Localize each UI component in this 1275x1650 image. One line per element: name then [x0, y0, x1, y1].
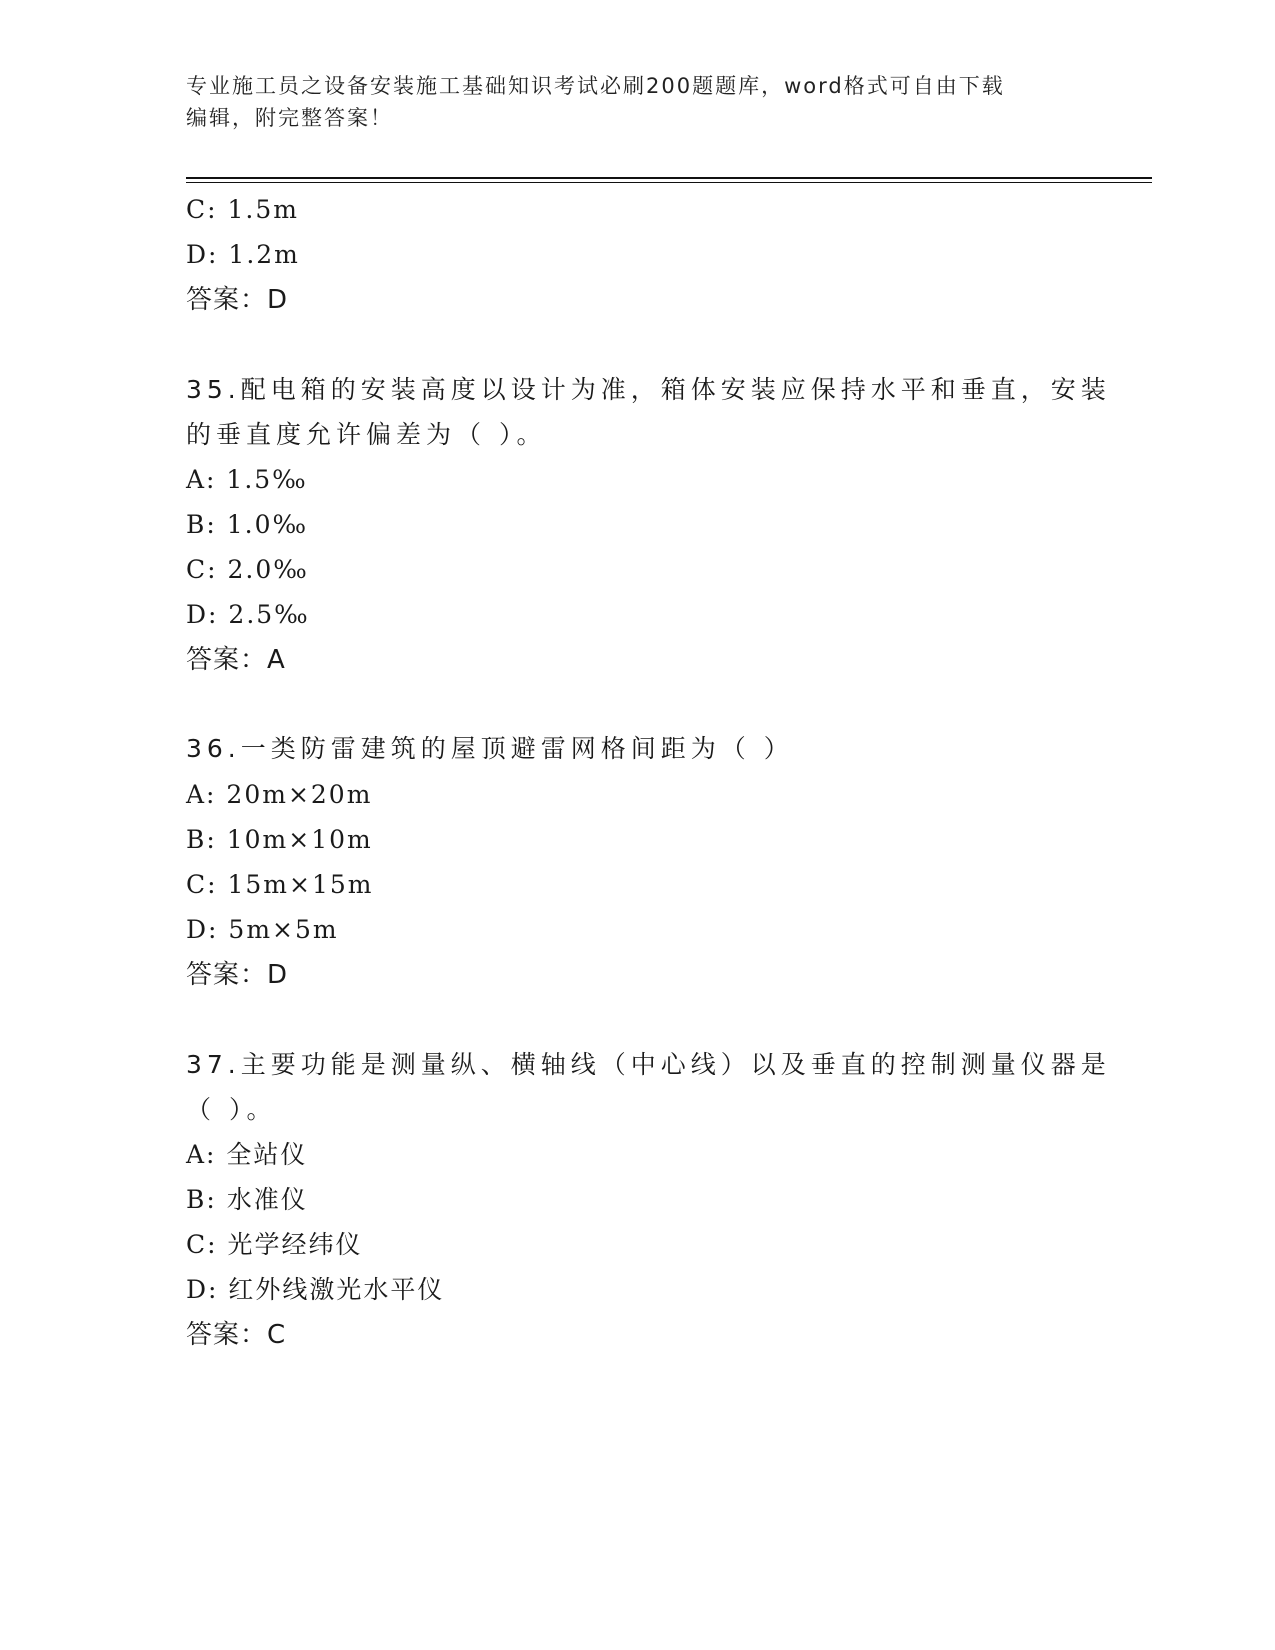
q36-answer: 答案：D: [186, 960, 289, 990]
q37-option-b: B: 水准仪: [186, 1185, 308, 1214]
q35-question-line-2: 的垂直度允许偏差为（ ）。: [186, 420, 547, 449]
q37-option-c: C: 光学经纬仪: [186, 1230, 363, 1259]
q37-question-line-2: （ ）。: [186, 1095, 277, 1124]
q36-option-a: A: 20m×20m: [186, 780, 373, 809]
q37-option-d: D: 红外线激光水平仪: [186, 1275, 445, 1304]
q35-option-d: D: 2.5‰: [186, 600, 310, 629]
q36-question-line-1: 36.一类防雷建筑的屋顶避雷网格间距为（ ）: [186, 734, 794, 763]
q34-option-d: D: 1.2m: [186, 240, 300, 269]
q34-option-c: C: 1.5m: [186, 195, 299, 224]
q37-question-line-1: 37.主要功能是测量纵、横轴线（中心线）以及垂直的控制测量仪器是: [186, 1050, 1111, 1079]
q35-option-c: C: 2.0‰: [186, 555, 309, 584]
q35-option-a: A: 1.5‰: [186, 465, 308, 494]
q36-option-b: B: 10m×10m: [186, 825, 373, 854]
q35-option-b: B: 1.0‰: [186, 510, 309, 539]
q36-option-d: D: 5m×5m: [186, 915, 339, 944]
q36-option-c: C: 15m×15m: [186, 870, 374, 899]
document-header: [186, 70, 1066, 134]
header-line-2: 编辑，附完整答案！: [186, 106, 393, 130]
header-divider-thin: [186, 182, 1152, 183]
header-line-1: 专业施工员之设备安装施工基础知识考试必刷200题题库，word格式可自由下载: [186, 74, 1005, 98]
q34-answer: 答案：D: [186, 285, 289, 315]
header-divider-thick: [186, 177, 1152, 179]
q37-answer: 答案：C: [186, 1320, 287, 1350]
q37-option-a: A: 全站仪: [186, 1140, 308, 1169]
q35-question-line-1: 35.配电箱的安装高度以设计为准，箱体安装应保持水平和垂直，安装: [186, 375, 1111, 404]
q35-answer: 答案：A: [186, 645, 286, 675]
